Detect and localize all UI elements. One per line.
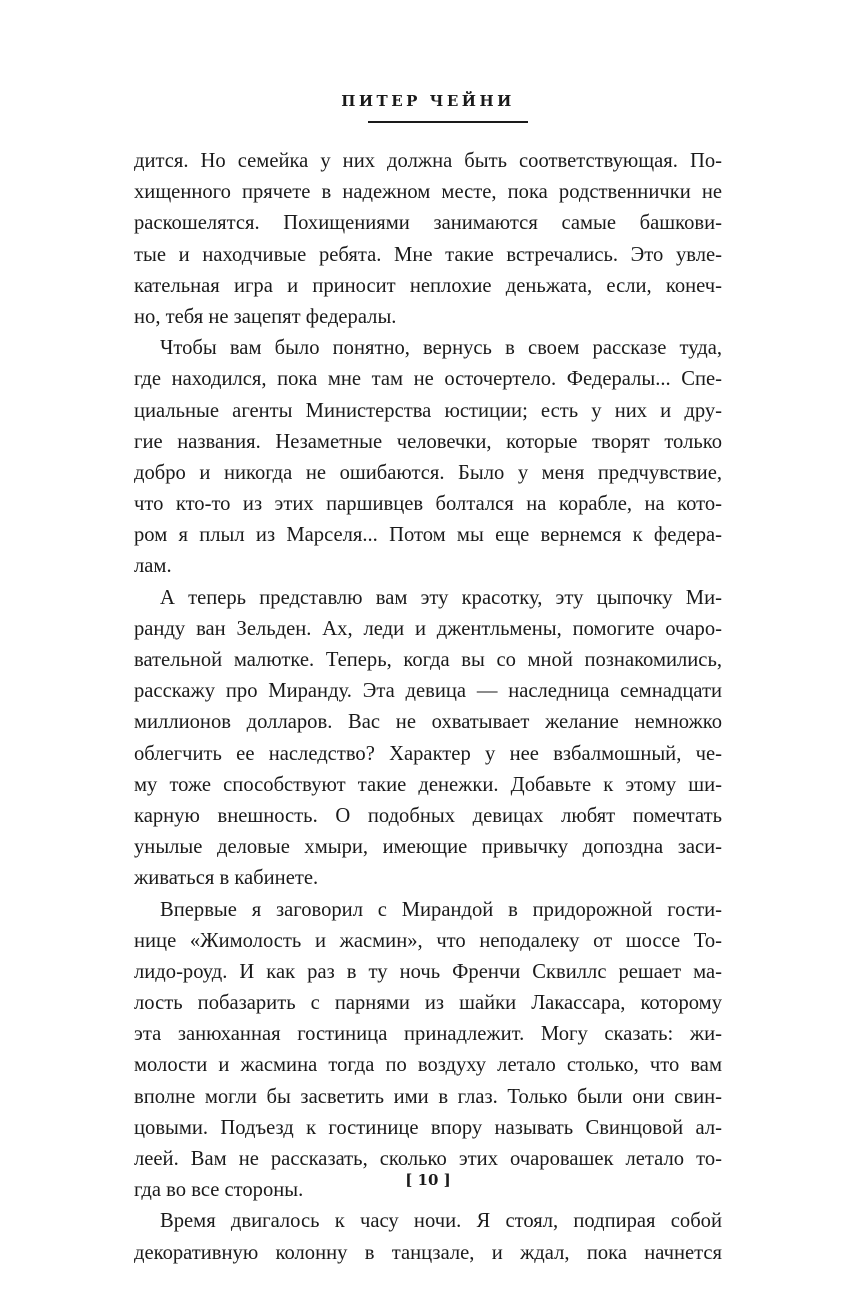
text-line: миллионов долларов. Вас не охватывает желание немножко <box>134 711 722 734</box>
text-line: А теперь представлю вам эту красотку, эту цыпочку Ми- <box>160 586 722 609</box>
text-line: молости и жасмина тогда по воздуху летало столько, что вам <box>134 1054 722 1077</box>
text-line: эта занюханная гостиница принадлежит. Могу сказать: жи- <box>134 1023 722 1046</box>
text-line: лам. <box>134 555 172 578</box>
text-line: расскажу про Миранду. Эта девица — наследница семнадцати <box>134 680 722 703</box>
text-line: что кто-то из этих паршивцев болтался на корабле, на кото- <box>134 493 722 516</box>
text-line: лость побазарить с парнями из шайки Лакассара, которому <box>134 992 722 1015</box>
text-line: лидо-роуд. И как раз в ту ночь Френчи Сквиллс решает ма- <box>134 960 722 983</box>
text-line: карную внешность. О подобных девицах любят помечтать <box>134 804 722 827</box>
text-line: декоративную колонну в танцзале, и ждал, пока начнется <box>134 1241 722 1264</box>
text-line: гда во все стороны. <box>134 1179 304 1202</box>
text-line: ранду ван Зельден. Ах, леди и джентльмены, помогите очаро- <box>134 617 722 640</box>
header-rule <box>368 121 528 123</box>
text-line: му тоже способствуют такие денежки. Добавьте к этому ши- <box>134 773 722 796</box>
text-line: гие названия. Незаметные человечки, которые творят только <box>134 430 722 453</box>
text-line: раскошелятся. Похищениями занимаются самые башкови- <box>134 212 722 235</box>
text-line: где находился, пока мне там не осточертело. Федералы... Спе- <box>134 368 722 391</box>
body-text <box>134 146 722 1269</box>
text-line: Время двигалось к часу ночи. Я стоял, подпирая собой <box>160 1210 722 1233</box>
text-line: тые и находчивые ребята. Мне такие встречались. Это увле- <box>134 243 722 266</box>
page-number: [ 10 ] <box>405 1171 451 1189</box>
text-line: облегчить ее наследство? Характер у нее взбалмошный, че- <box>134 742 722 765</box>
text-line: добро и никогда не ошибаются. Было у меня предчувствие, <box>134 461 722 484</box>
running-header: ПИТЕР ЧЕЙНИ <box>341 92 515 110</box>
text-line: вполне могли бы засветить ими в глаз. Только были они свин- <box>134 1085 722 1108</box>
text-line: кательная игра и приносит неплохие деньжата, если, конеч- <box>134 274 722 297</box>
text-line: цовыми. Подъезд к гостинице впору называть Свинцовой ал- <box>134 1116 722 1139</box>
text-line: вательной малютке. Теперь, когда вы со мной познакомились, <box>134 649 722 671</box>
text-line: нице «Жимолость и жасмин», что неподалеку от шоссе То- <box>134 929 722 952</box>
text-line: циальные агенты Министерства юстиции; есть у них и дру- <box>134 399 722 422</box>
text-line: дится. Но семейка у них должна быть соответствующая. По- <box>134 150 722 172</box>
text-line: Впервые я заговорил с Мирандой в придорожной гости- <box>160 898 722 921</box>
text-line: хищенного прячете в надежном месте, пока родственнички не <box>134 181 722 204</box>
text-line: унылые деловые хмыри, имеющие привычку допоздна заси- <box>134 836 722 859</box>
text-line: живаться в кабинете. <box>134 867 319 890</box>
text-line: но, тебя не зацепят федералы. <box>134 305 397 328</box>
text-line: ром я плыл из Марселя... Потом мы еще вернемся к федера- <box>134 524 722 547</box>
text-line: Чтобы вам было понятно, вернусь в своем рассказе туда, <box>160 337 722 360</box>
text-line: леей. Вам не рассказать, сколько этих очаровашек летало то- <box>134 1148 722 1170</box>
